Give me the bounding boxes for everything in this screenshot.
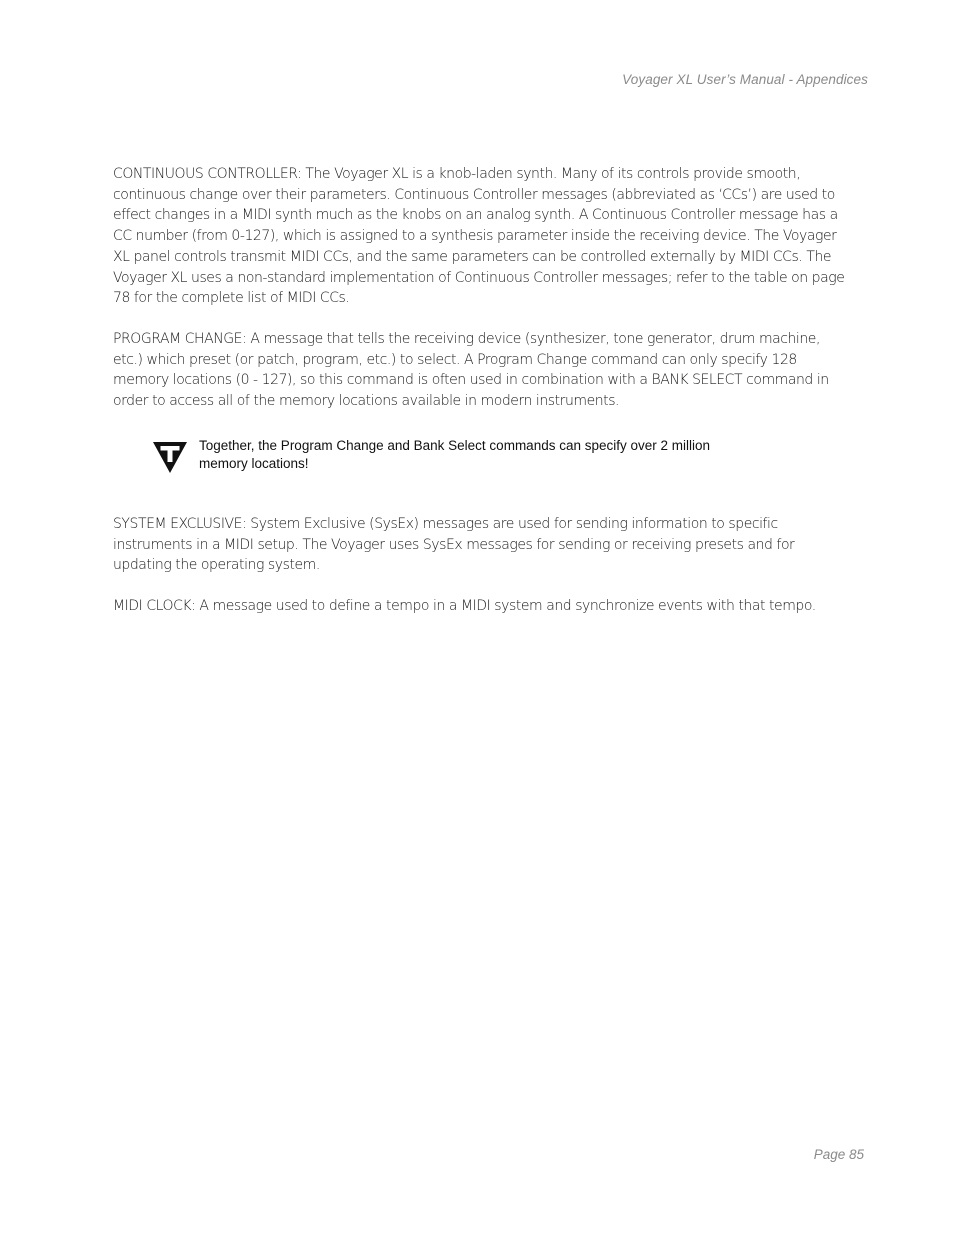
tip-icon	[152, 440, 188, 474]
paragraph-midi-clock: MIDI CLOCK: A message used to define a tempo in a MIDI system and synchronize events with that tempo.	[113, 598, 816, 614]
paragraph-continuous-controller: CONTINUOUS CONTROLLER: The Voyager XL is a knob-laden synth. Many of its controls provide smooth, continuous change over their parameters. Continuous Controller messages (abbreviated as ‘CCs’) are used to effect changes in a MIDI synth much as the knobs on an analog synth. A Continuous Controller message has a CC number (from 0-127), which is assigned to a synthesis parameter inside the receiving device. The Voyager XL panel controls transmit MIDI CCs, and the same parameters can be controlled externally by MIDI CCs. The Voyager XL uses a non-standard implementation of Continuous Controller messages; refer to the table on page 78 for the complete list of MIDI CCs.	[113, 166, 845, 307]
page-number: Page 85	[813, 1147, 864, 1162]
paragraph-system-exclusive: SYSTEM EXCLUSIVE: System Exclusive (SysEx) messages are used for sending information to specific instruments in a MIDI setup. The Voyager uses SysEx messages for sending or receiving presets and for updating the operating system.	[113, 516, 795, 574]
running-header: Voyager XL User’s Manual - Appendices	[622, 72, 868, 87]
paragraph-program-change: PROGRAM CHANGE: A message that tells the receiving device (synthesizer, tone generator, drum machine, etc.) which preset (or patch, program, etc.) to select. A Program Change command can only specify 128 memory locations (0 - 127), so this command is often used in combination with a BANK SELECT command in order to access all of the memory locations available in modern instruments.	[113, 331, 829, 410]
tip-text: Together, the Program Change and Bank Select commands can specify over 2 million memory locations!	[199, 438, 711, 471]
tip-callout	[152, 437, 792, 477]
